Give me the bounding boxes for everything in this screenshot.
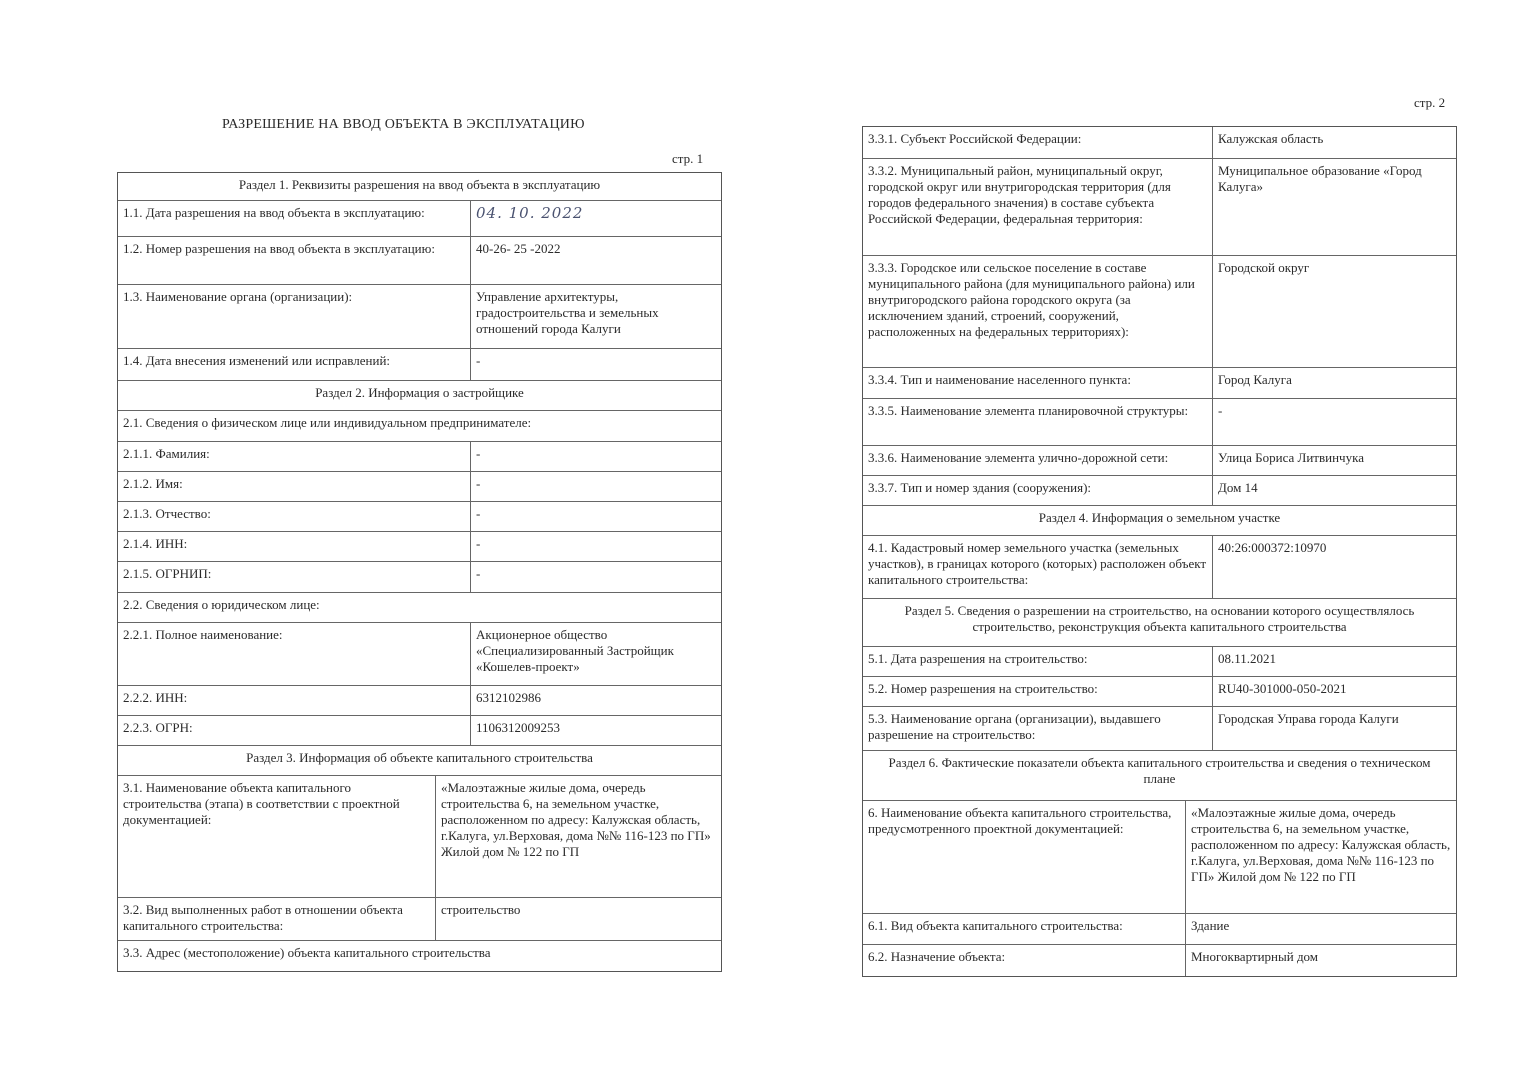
section-header [863,506,1456,536]
field-value: 40:26:000372:10970 [1218,540,1327,555]
field-label: 3.3.4. Тип и наименование населенного пункта: [863,368,1213,398]
field-value: RU40-301000-050-2021 [1218,681,1347,696]
table-row [863,368,1456,399]
field-label: 2.1.1. Фамилия: [118,442,471,471]
table-row [118,898,721,941]
table-row [118,502,721,532]
field-value: Городская Управа города Калуги [1218,711,1399,726]
field-value: - [476,353,481,368]
field-value: Многоквартирный дом [1191,949,1319,964]
section-header [118,381,721,411]
field-label: 5.1. Дата разрешения на строительство: [863,647,1213,676]
section-header [863,751,1456,801]
field-label: 5.2. Номер разрешения на строительство: [863,677,1213,706]
field-value: 6312102986 [476,690,541,705]
field-label: 3.3.1. Субъект Российской Федерации: [863,127,1213,158]
table-row [118,562,721,593]
section-title: Раздел 6. Фактические показатели объекта капитального строительства и сведения о техническом плане [888,755,1431,786]
table-row [863,801,1456,914]
field-label: 4.1. Кадастровый номер земельного участка (земельных участков), в границах которого (которых) расположен объект капитального строительства: [863,536,1213,598]
field-label: 2.1.5. ОГРНИП: [118,562,471,592]
section-title: Раздел 4. Информация о земельном участке [1038,510,1281,525]
field-value: Акционерное общество «Специализированный Застройщик «Кошелев-проект» [476,627,674,674]
field-value: «Малоэтажные жилые дома, очередь строительства 6, на земельном участке, расположенном по адресу: Калужская область, г.Калуга, ул.Верховая, дома №№ 116-123 по ГП» Жилой дом № 122 по ГП [441,780,711,859]
section-title: Раздел 2. Информация о застройщике [315,385,524,400]
field-label: 6.2. Назначение объекта: [863,945,1186,976]
field-value: Улица Бориса Литвинчука [1218,450,1364,465]
field-label: 3.2. Вид выполненных работ в отношении объекта капитального строительства: [118,898,436,940]
table-row [863,256,1456,368]
section-title: Раздел 5. Сведения о разрешении на строительство, на основании которого осуществлялось строительство, реконструкция объекта капитального строительства [904,603,1415,634]
section-header [118,746,721,776]
field-label: 2.2.1. Полное наименование: [118,623,471,685]
field-label: 3.3.3. Городское или сельское поселение в составе муниципального района (для муниципального района) или внутригородского района городского округа (за исключением зданий, строений, сооружений, расположенных на федеральных территориях): [863,256,1213,367]
field-label: 2.2. Сведения о юридическом лице: [123,597,320,612]
page-number-2: стр. 2 [1414,95,1446,110]
field-value: 08.11.2021 [1218,651,1277,666]
table-row [118,237,721,285]
table-row [118,623,721,686]
field-label: 1.4. Дата внесения изменений или исправлений: [118,349,471,380]
field-value: Муниципальное образование «Город Калуга» [1218,163,1422,194]
field-value: 1106312009253 [476,720,561,735]
table-row [863,707,1456,751]
field-label: 3.3.7. Тип и номер здания (сооружения): [863,476,1213,505]
table-row [118,776,721,898]
field-value: Калужская область [1218,131,1324,146]
field-label: 6.1. Вид объекта капитального строительства: [863,914,1186,944]
field-label: 2.1.2. Имя: [118,472,471,501]
field-label: 2.2.2. ИНН: [118,686,471,715]
table-row [863,127,1456,159]
table-row [118,472,721,502]
field-value: «Малоэтажные жилые дома, очередь строительства 6, на земельном участке, расположенном по адресу: Калужская область, г.Калуга, ул.Верховая, дома №№ 116-123 по ГП» Жилой дом № 122 по ГП [1191,805,1451,884]
field-label: 2.2.3. ОГРН: [118,716,471,745]
field-label: 3.3.5. Наименование элемента планировочной структуры: [863,399,1213,445]
field-label: 1.1. Дата разрешения на ввод объекта в эксплуатацию: [118,201,471,236]
table-row [118,941,721,971]
field-value: Управление архитектуры, градостроительства и земельных отношений города Калуги [476,289,659,336]
field-label: 5.3. Наименование органа (организации), выдавшего разрешение на строительство: [863,707,1213,750]
field-value: - [476,536,481,551]
table-row [118,349,721,381]
table-row [863,914,1456,945]
field-value: - [476,566,481,581]
table-row [863,446,1456,476]
field-value: Дом 14 [1218,480,1258,495]
field-value: - [476,476,481,491]
table-row [863,647,1456,677]
field-label: 2.1. Сведения о физическом лице или индивидуальном предпринимателе: [123,415,532,430]
field-label: 1.3. Наименование органа (организации): [118,285,471,348]
permit-table-page-2 [862,126,1457,977]
page-number-1: стр. 1 [672,151,704,166]
section-title: Раздел 1. Реквизиты разрешения на ввод объекта в эксплуатацию [238,177,601,192]
field-value: - [476,506,481,521]
table-row [118,593,721,623]
table-row [863,677,1456,707]
field-value: 04. 10. 2022 [476,204,584,222]
field-value: - [476,446,481,461]
table-row [863,536,1456,599]
permit-table-page-1 [117,172,722,972]
field-value: Город Калуга [1218,372,1292,387]
table-row [118,285,721,349]
field-value: 40-26- 25 -2022 [476,241,561,256]
field-label: 3.3. Адрес (местоположение) объекта капитального строительства [123,945,491,960]
table-row [863,399,1456,446]
section-header [118,173,721,201]
field-value: строительство [441,902,521,917]
table-row [863,476,1456,506]
table-row [118,201,721,237]
field-value: Здание [1191,918,1230,933]
field-label: 3.1. Наименование объекта капитального строительства (этапа) в соответствии с проектной документацией: [118,776,436,897]
field-value: Городской округ [1218,260,1310,275]
table-row [118,442,721,472]
field-label: 6. Наименование объекта капитального строительства, предусмотренного проектной документацией: [863,801,1186,913]
table-row [118,532,721,562]
field-label: 2.1.3. Отчество: [118,502,471,531]
document-title: РАЗРЕШЕНИЕ НА ВВОД ОБЪЕКТА В ЭКСПЛУАТАЦИЮ [222,117,585,132]
table-row [118,716,721,746]
field-label: 2.1.4. ИНН: [118,532,471,561]
section-title: Раздел 3. Информация об объекте капитального строительства [246,750,593,765]
section-header [863,599,1456,647]
field-value: - [1218,403,1223,418]
field-label: 1.2. Номер разрешения на ввод объекта в эксплуатацию: [118,237,471,284]
table-row [118,411,721,442]
table-row [118,686,721,716]
field-label: 3.3.6. Наименование элемента улично-дорожной сети: [863,446,1213,475]
table-row [863,945,1456,976]
field-label: 3.3.2. Муниципальный район, муниципальный округ, городской округ или внутригородская территория (для городов федерального значения) в составе субъекта Российской Федерации, федеральная территория: [863,159,1213,255]
table-row [863,159,1456,256]
